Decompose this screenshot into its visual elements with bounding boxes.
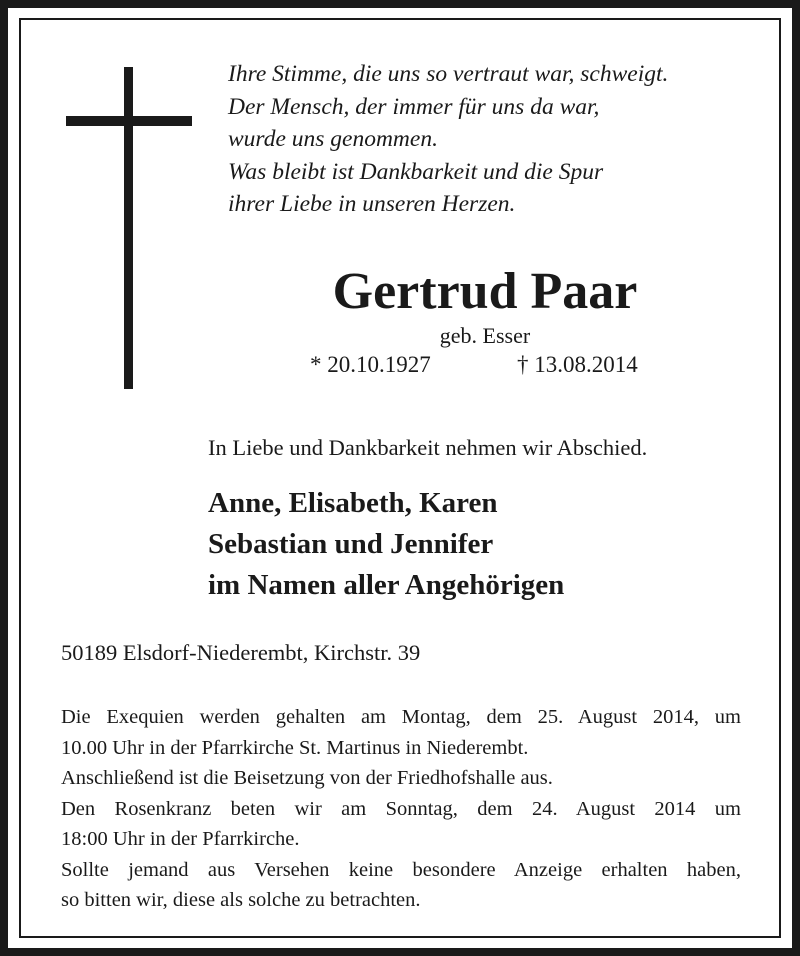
mourners-block — [208, 483, 564, 606]
funeral-details — [61, 702, 741, 916]
memorial-poem — [228, 58, 668, 221]
details-line: Anschließend ist die Beisetzung von der Friedhofshalle aus. — [61, 767, 553, 789]
details-line: so bitten wir, diese als solche zu betrachten. — [61, 889, 421, 911]
poem-line: Der Mensch, der immer für uns da war, — [228, 93, 600, 120]
details-line: 18:00 Uhr in der Pfarrkirche. — [61, 828, 300, 850]
death-date: † 13.08.2014 — [517, 352, 638, 377]
details-line: Die Exequien werden gehalten am Montag, dem 25. August 2014, um — [61, 706, 741, 728]
cross-horizontal-beam — [66, 116, 192, 126]
birth-date: * 20.10.1927 — [310, 352, 431, 377]
details-line: 10.00 Uhr in der Pfarrkirche St. Martinus in Niederembt. — [61, 736, 529, 759]
poem-line: ihrer Liebe in unseren Herzen. — [228, 191, 516, 217]
details-line: Den Rosenkranz beten wir am Sonntag, dem 24. August 2014 um — [61, 797, 741, 820]
mourner-line: im Namen aller Angehörigen — [208, 569, 565, 601]
mourner-line: Anne, Elisabeth, Karen — [208, 487, 498, 519]
poem-line: wurde uns genommen. — [228, 126, 438, 152]
mourner-line: Sebastian und Jennifer — [208, 528, 494, 560]
address-line: 50189 Elsdorf-Niederembt, Kirchstr. 39 — [61, 640, 421, 665]
poem-line: Was bleibt ist Dankbarkeit und die Spur — [228, 158, 604, 185]
farewell-line: In Liebe und Dankbarkeit nehmen wir Abschied. — [208, 435, 648, 460]
poem-line: Ihre Stimme, die uns so vertraut war, schweigt. — [228, 61, 669, 87]
details-line: Sollte jemand aus Versehen keine besondere Anzeige erhalten haben, — [61, 858, 741, 881]
maiden-name: geb. Esser — [439, 323, 531, 348]
deceased-name: Gertrud Paar — [332, 263, 638, 320]
